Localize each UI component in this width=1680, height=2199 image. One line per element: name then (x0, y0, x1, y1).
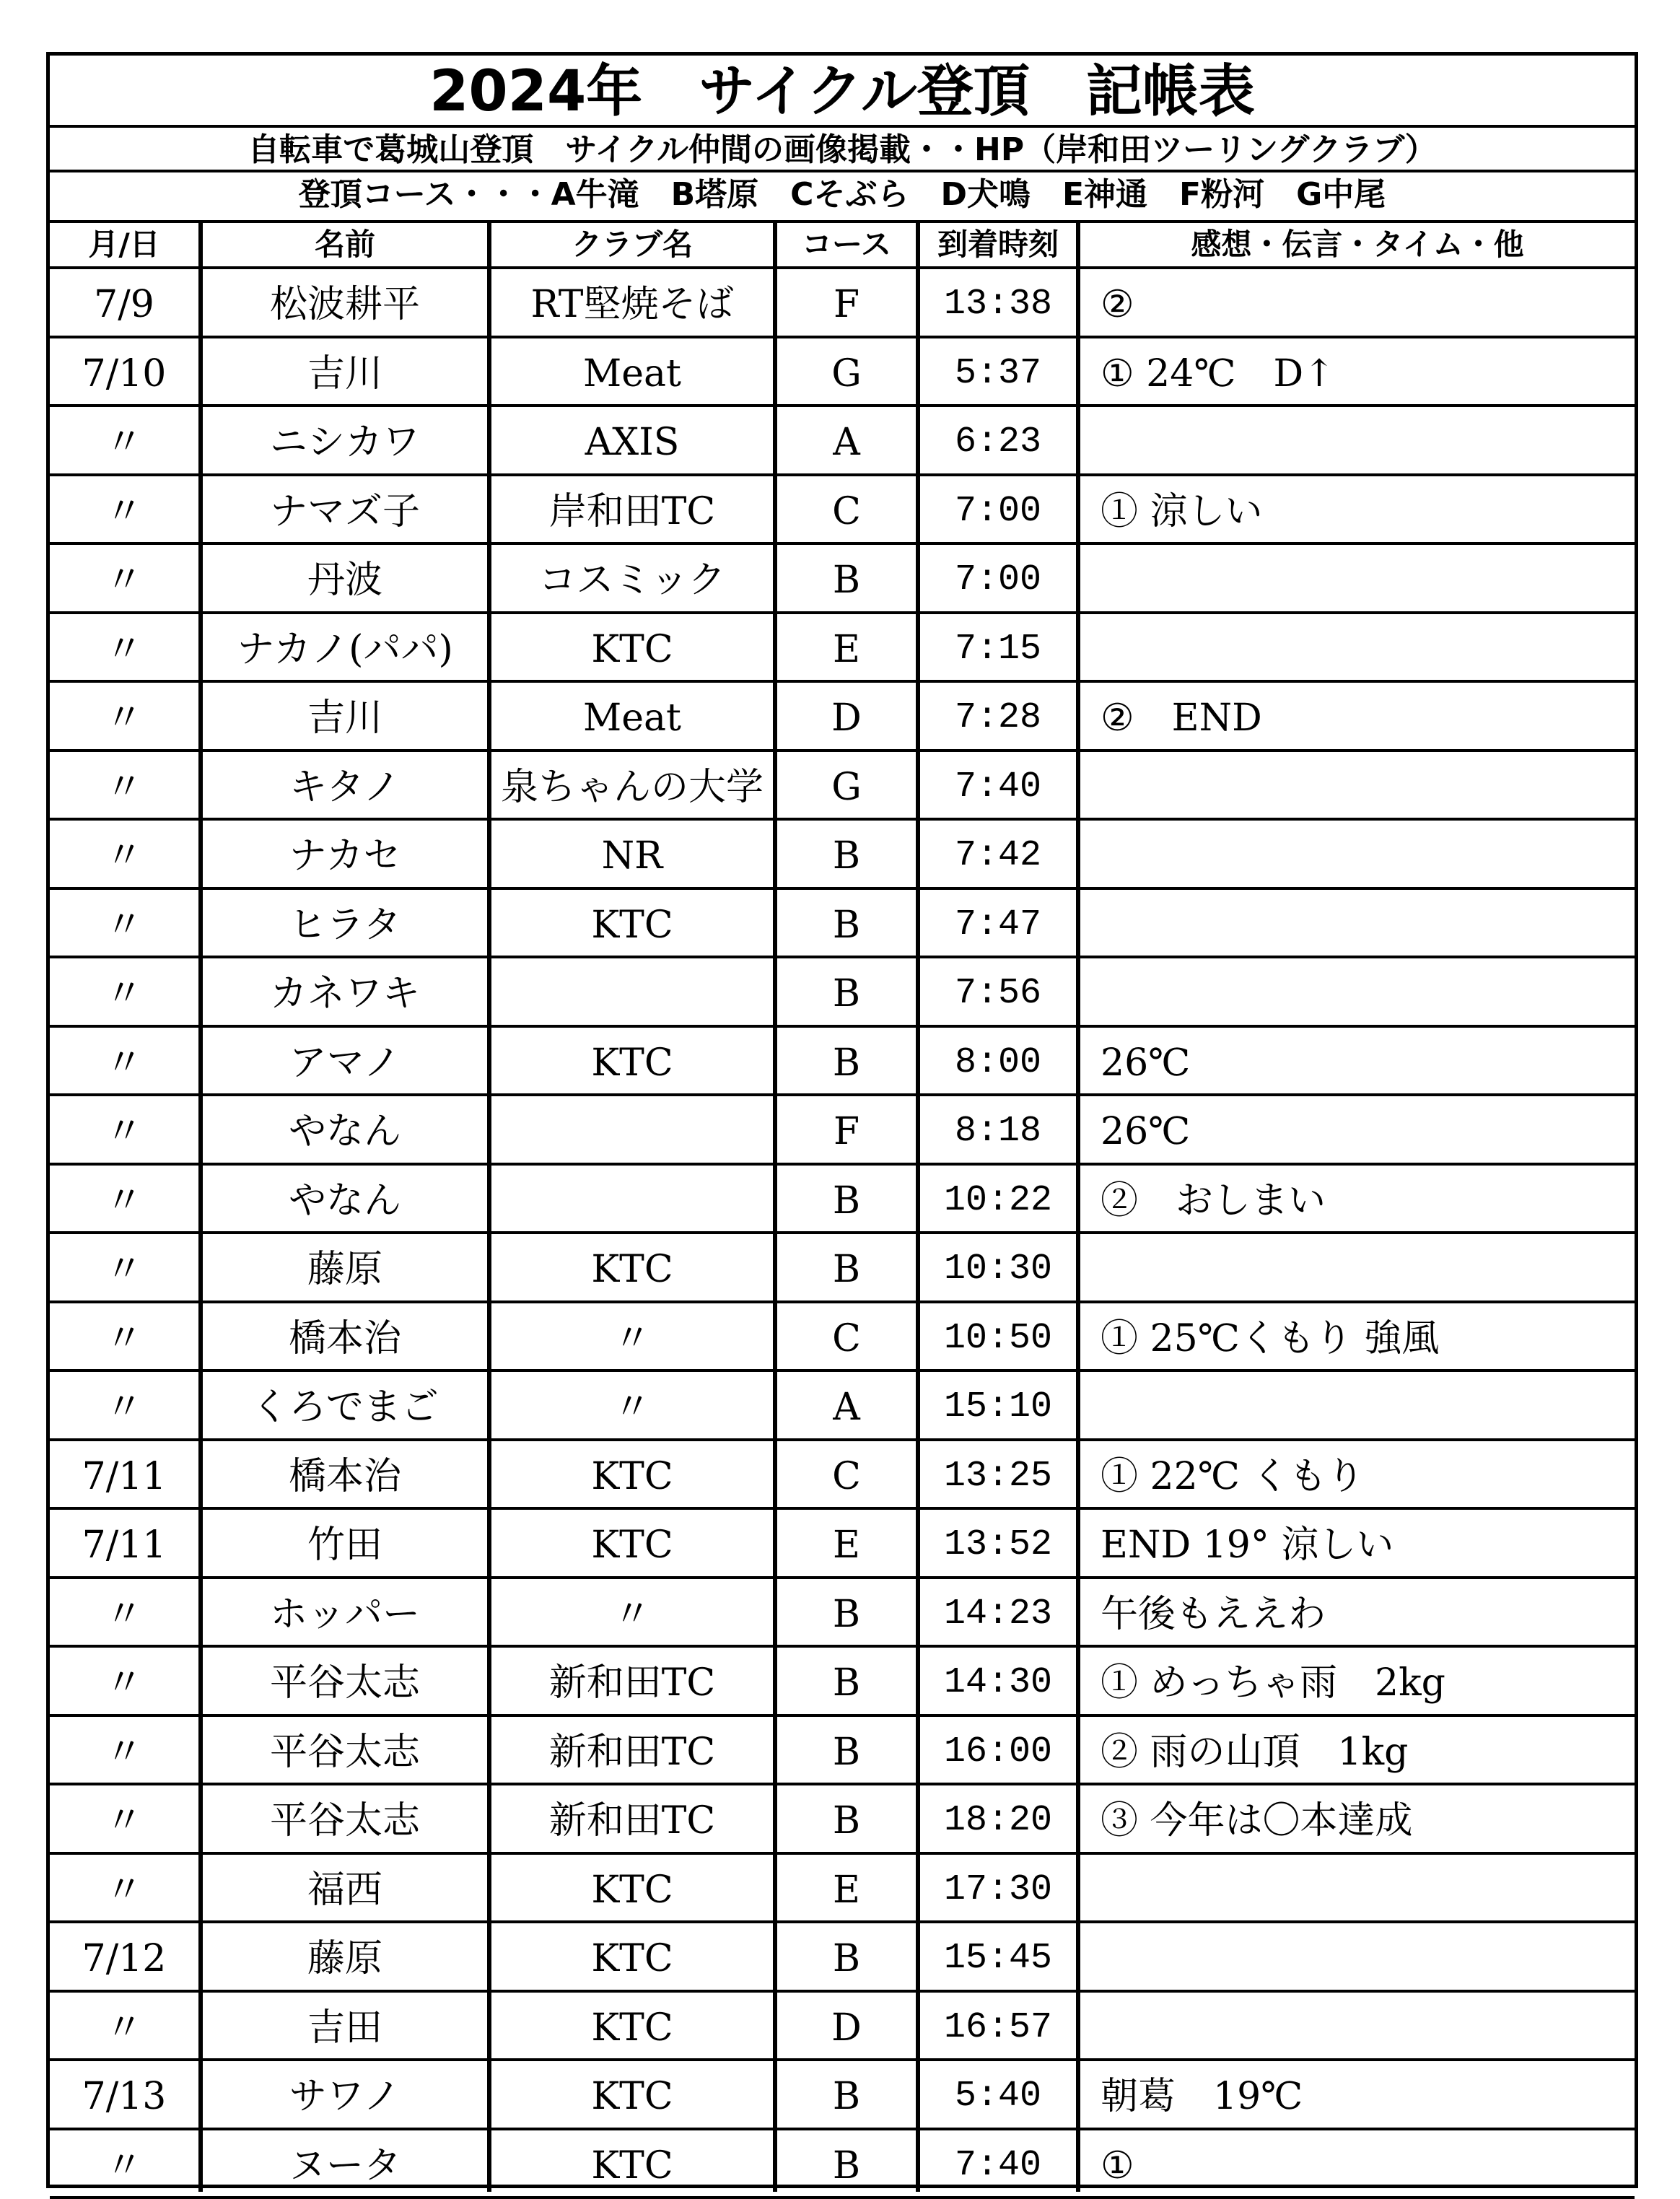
cell-remarks: ② (1101, 283, 1134, 326)
cell-time: 10:22 (943, 1179, 1053, 1221)
cell-name: 平谷太志 (269, 1730, 420, 1774)
row-rule (50, 542, 1635, 545)
cell-course: E (833, 1868, 860, 1912)
header-remarks: 感想・伝言・タイム・他 (1191, 227, 1524, 262)
cell-remarks: ② 雨の山頂 1kg (1101, 1730, 1409, 1774)
cell-date: 〃 (105, 972, 143, 1015)
log-sheet (46, 52, 1638, 2188)
cell-name: ニシカワ (269, 421, 420, 464)
cell-date: 〃 (105, 834, 143, 878)
cell-course: E (833, 1523, 860, 1567)
cell-date: 〃 (105, 559, 143, 602)
cell-date: 〃 (105, 1661, 143, 1705)
cell-course: C (832, 1454, 861, 1498)
cell-date: 〃 (105, 1248, 143, 1291)
cell-club: AXIS (585, 421, 680, 464)
cell-time: 13:52 (943, 1524, 1053, 1565)
cell-club (491, 1171, 773, 1230)
cell-date: 〃 (105, 903, 143, 947)
cell-course: F (833, 283, 860, 326)
cell-club: KTC (591, 2075, 673, 2118)
row-rule (50, 2058, 1635, 2061)
cell-course: B (832, 1799, 861, 1842)
row-rule (50, 680, 1635, 683)
cell-course: B (832, 1730, 861, 1774)
cell-remarks: ① 22℃ くもり (1101, 1454, 1365, 1498)
row-rule (50, 611, 1635, 614)
row-rule (50, 404, 1635, 407)
cell-club: KTC (591, 1454, 673, 1498)
cell-remarks: 午後もええわ (1101, 1592, 1326, 1636)
cell-course: B (832, 1041, 861, 1085)
cell-name: 藤原 (307, 1937, 382, 1980)
cell-remarks (1080, 1929, 1635, 1988)
cell-course: B (832, 1248, 861, 1291)
cell-remarks (1080, 1240, 1635, 1299)
cell-club: KTC (591, 1248, 673, 1291)
cell-course: B (832, 1661, 861, 1705)
header-course: コース (802, 227, 891, 262)
row-rule (50, 1783, 1635, 1785)
cell-club: 〃 (613, 1316, 651, 1360)
cell-date: 〃 (105, 765, 143, 809)
cell-time: 5:37 (954, 352, 1042, 394)
cell-name: くろでまご (251, 1386, 439, 1429)
cell-club: KTC (591, 1041, 673, 1085)
cell-date: 〃 (105, 1730, 143, 1774)
cell-date: 〃 (105, 2143, 143, 2187)
cell-club: KTC (591, 2006, 673, 2050)
cell-name: サワノ (289, 2075, 401, 2118)
cell-course: C (832, 1316, 861, 1360)
cell-time: 7:42 (954, 835, 1042, 876)
cell-remarks (1080, 896, 1635, 955)
cell-date: 〃 (105, 627, 143, 671)
cell-date: 7/12 (82, 1937, 167, 1980)
cell-course: G (831, 351, 862, 395)
cell-remarks: END 19° 涼しい (1101, 1523, 1394, 1567)
cell-course: B (832, 1937, 861, 1980)
cell-date: 〃 (105, 1592, 143, 1636)
cell-name: ナカセ (289, 834, 401, 878)
cell-time: 7:28 (954, 697, 1042, 738)
cell-date: 〃 (105, 1110, 143, 1153)
cell-time: 10:30 (943, 1249, 1053, 1290)
cell-remarks (1080, 1861, 1635, 1920)
cell-club: KTC (591, 2143, 673, 2187)
cell-date: 〃 (105, 1041, 143, 1085)
cell-club: 岸和田TC (548, 489, 716, 533)
cell-remarks (1080, 1378, 1635, 1437)
cell-date: 〃 (105, 421, 143, 464)
cell-remarks: 朝葛 19℃ (1101, 2075, 1303, 2118)
sheet-title: 2024年 サイクル登頂 記帳表 (50, 56, 1635, 128)
cell-club: RT堅焼そば (530, 283, 734, 326)
cell-time: 16:00 (943, 1731, 1053, 1772)
cell-date: 〃 (105, 1316, 143, 1360)
cell-time: 5:40 (954, 2076, 1042, 2117)
cell-name: カネワキ (269, 972, 420, 1015)
cell-course: E (833, 627, 860, 671)
cell-club: 新和田TC (548, 1730, 716, 1774)
row-rule (50, 1507, 1635, 1510)
cell-name: やなん (288, 1179, 401, 1223)
cell-name: やなん (288, 1110, 401, 1153)
row-rule (50, 956, 1635, 958)
row-rule (50, 1369, 1635, 1372)
cell-time: 14:23 (943, 1593, 1053, 1635)
header-club: クラブ名 (571, 227, 693, 262)
cell-date: 〃 (105, 1179, 143, 1223)
cell-time: 6:23 (954, 421, 1042, 463)
cell-club: KTC (591, 1523, 673, 1567)
cell-club: コスミック (538, 559, 726, 602)
cell-remarks (1080, 413, 1635, 472)
cell-club: 泉ちゃんの大学 (500, 765, 764, 809)
cell-club: 〃 (613, 1592, 651, 1636)
cell-course: D (831, 696, 862, 740)
cell-time: 14:30 (943, 1662, 1053, 1703)
cell-date: 〃 (105, 2006, 143, 2050)
cell-name: アマノ (289, 1041, 401, 1085)
cell-club: Meat (583, 351, 681, 395)
cell-remarks (1080, 758, 1635, 817)
cell-club (491, 964, 773, 1023)
cell-club: KTC (591, 903, 673, 947)
cell-club: KTC (591, 1937, 673, 1980)
cell-name: 藤原 (307, 1248, 382, 1291)
cell-time: 10:50 (943, 1317, 1053, 1359)
cell-club: KTC (591, 1868, 673, 1912)
cell-time: 15:10 (943, 1386, 1053, 1428)
cell-name: 平谷太志 (269, 1661, 420, 1705)
cell-course: B (832, 2075, 861, 2118)
cell-time: 17:30 (943, 1868, 1053, 1910)
cell-time: 7:40 (954, 2144, 1042, 2186)
sheet-subtitle: 自転車で葛城山登頂 サイクル仲間の画像掲載・・HP（岸和田ツーリングクラブ） (50, 128, 1635, 172)
cell-course: A (833, 1386, 860, 1429)
row-rule (50, 1231, 1635, 1234)
cell-date: 〃 (105, 1386, 143, 1429)
row-rule (50, 1093, 1635, 1096)
cell-course: B (832, 972, 861, 1015)
cell-date: 7/9 (94, 283, 154, 326)
cell-name: 竹田 (307, 1523, 382, 1567)
cell-name: 吉田 (307, 2006, 382, 2050)
cell-name: ナマズ子 (269, 489, 420, 533)
cell-course: D (831, 2006, 862, 2050)
cell-remarks: ① 涼しい (1101, 489, 1263, 533)
cell-name: 橋本治 (288, 1316, 401, 1360)
cell-club: 新和田TC (548, 1661, 716, 1705)
cell-remarks: ② おしまい (1101, 1179, 1326, 1223)
cell-time: 8:18 (954, 1111, 1042, 1152)
row-rule (50, 1576, 1635, 1579)
cell-remarks: ① 25℃くもり 強風 (1101, 1316, 1440, 1360)
cell-name: キタノ (289, 765, 401, 809)
row-rule (50, 1714, 1635, 1717)
cell-remarks: ③ 今年は〇本達成 (1101, 1799, 1413, 1842)
cell-date: 〃 (105, 1799, 143, 1842)
header-top-rule (50, 220, 1635, 223)
row-rule (50, 473, 1635, 476)
cell-time: 7:00 (954, 490, 1042, 532)
cell-course: A (833, 421, 860, 464)
cell-remarks: ① めっちゃ雨 2kg (1101, 1661, 1445, 1705)
cell-time: 13:25 (943, 1455, 1053, 1497)
cell-time: 13:38 (943, 284, 1053, 325)
header-time: 到着時刻 (937, 227, 1059, 262)
cell-date: 7/11 (82, 1523, 167, 1567)
row-rule (50, 1645, 1635, 1648)
cell-name: 橋本治 (288, 1454, 401, 1498)
row-rule (50, 1920, 1635, 1923)
cell-time: 7:40 (954, 766, 1042, 808)
cell-remarks (1080, 551, 1635, 610)
cell-name: ホッパー (269, 1592, 420, 1636)
cell-course: B (832, 559, 861, 602)
row-rule (50, 2128, 1635, 2130)
cell-remarks: ① (1101, 2143, 1134, 2187)
cell-remarks: ② END (1101, 696, 1262, 740)
cell-name: 丹波 (307, 559, 382, 602)
cell-time: 7:56 (954, 973, 1042, 1014)
row-rule (50, 1438, 1635, 1441)
row-rule (50, 1163, 1635, 1166)
cell-date: 7/11 (82, 1454, 167, 1498)
cell-time: 7:47 (954, 904, 1042, 945)
cell-club: Meat (583, 696, 681, 740)
cell-time: 8:00 (954, 1041, 1042, 1083)
cell-club: 〃 (613, 1386, 651, 1429)
row-rule (50, 1990, 1635, 1993)
row-rule (50, 2196, 1635, 2199)
cell-name: ヌータ (288, 2143, 401, 2187)
cell-time: 18:20 (943, 1800, 1053, 1841)
cell-course: C (832, 489, 861, 533)
cell-club (491, 1102, 773, 1161)
cell-name: ヒラタ (289, 903, 401, 947)
cell-club: NR (601, 834, 663, 878)
cell-name: 吉川 (307, 351, 382, 395)
cell-time: 16:57 (943, 2006, 1053, 2048)
cell-course: B (832, 903, 861, 947)
cell-date: 7/13 (82, 2075, 167, 2118)
cell-course: G (831, 765, 862, 809)
cell-club: KTC (591, 627, 673, 671)
cell-time: 7:15 (954, 628, 1042, 670)
cell-name: 吉川 (307, 696, 382, 740)
cell-name: 平谷太志 (269, 1799, 420, 1842)
cell-date: 〃 (105, 1868, 143, 1912)
row-rule (50, 749, 1635, 752)
cell-time: 15:45 (943, 1938, 1053, 1979)
cell-course: B (832, 1179, 861, 1223)
header-bottom-rule (50, 266, 1635, 269)
row-rule (50, 1300, 1635, 1303)
header-date: 月/日 (88, 227, 160, 262)
cell-time: 7:00 (954, 559, 1042, 600)
cell-remarks (1080, 826, 1635, 886)
cell-date: 7/10 (82, 351, 167, 395)
row-rule (50, 1025, 1635, 1028)
cell-date: 〃 (105, 696, 143, 740)
cell-remarks: 26℃ (1101, 1041, 1191, 1085)
cell-course: B (832, 834, 861, 878)
row-rule (50, 336, 1635, 338)
cell-remarks (1080, 964, 1635, 1023)
cell-date: 〃 (105, 489, 143, 533)
cell-club: 新和田TC (548, 1799, 716, 1842)
cell-course: B (832, 1592, 861, 1636)
row-rule (50, 887, 1635, 890)
cell-course: B (832, 2143, 861, 2187)
header-name: 名前 (314, 227, 375, 262)
cell-remarks (1080, 620, 1635, 679)
row-rule (50, 1852, 1635, 1855)
cell-name: 福西 (307, 1868, 382, 1912)
cell-remarks (1080, 1998, 1635, 2058)
cell-remarks: 26℃ (1101, 1110, 1191, 1153)
cell-name: ナカノ(パパ) (237, 627, 453, 671)
course-legend: 登頂コース・・・A牛滝 B塔原 Cそぶら D犬鳴 E神通 F粉河 G中尾 (298, 176, 1386, 213)
row-rule (50, 818, 1635, 821)
cell-remarks: ① 24℃ D↑ (1101, 351, 1335, 395)
cell-name: 松波耕平 (269, 283, 420, 326)
cell-course: F (833, 1110, 860, 1153)
